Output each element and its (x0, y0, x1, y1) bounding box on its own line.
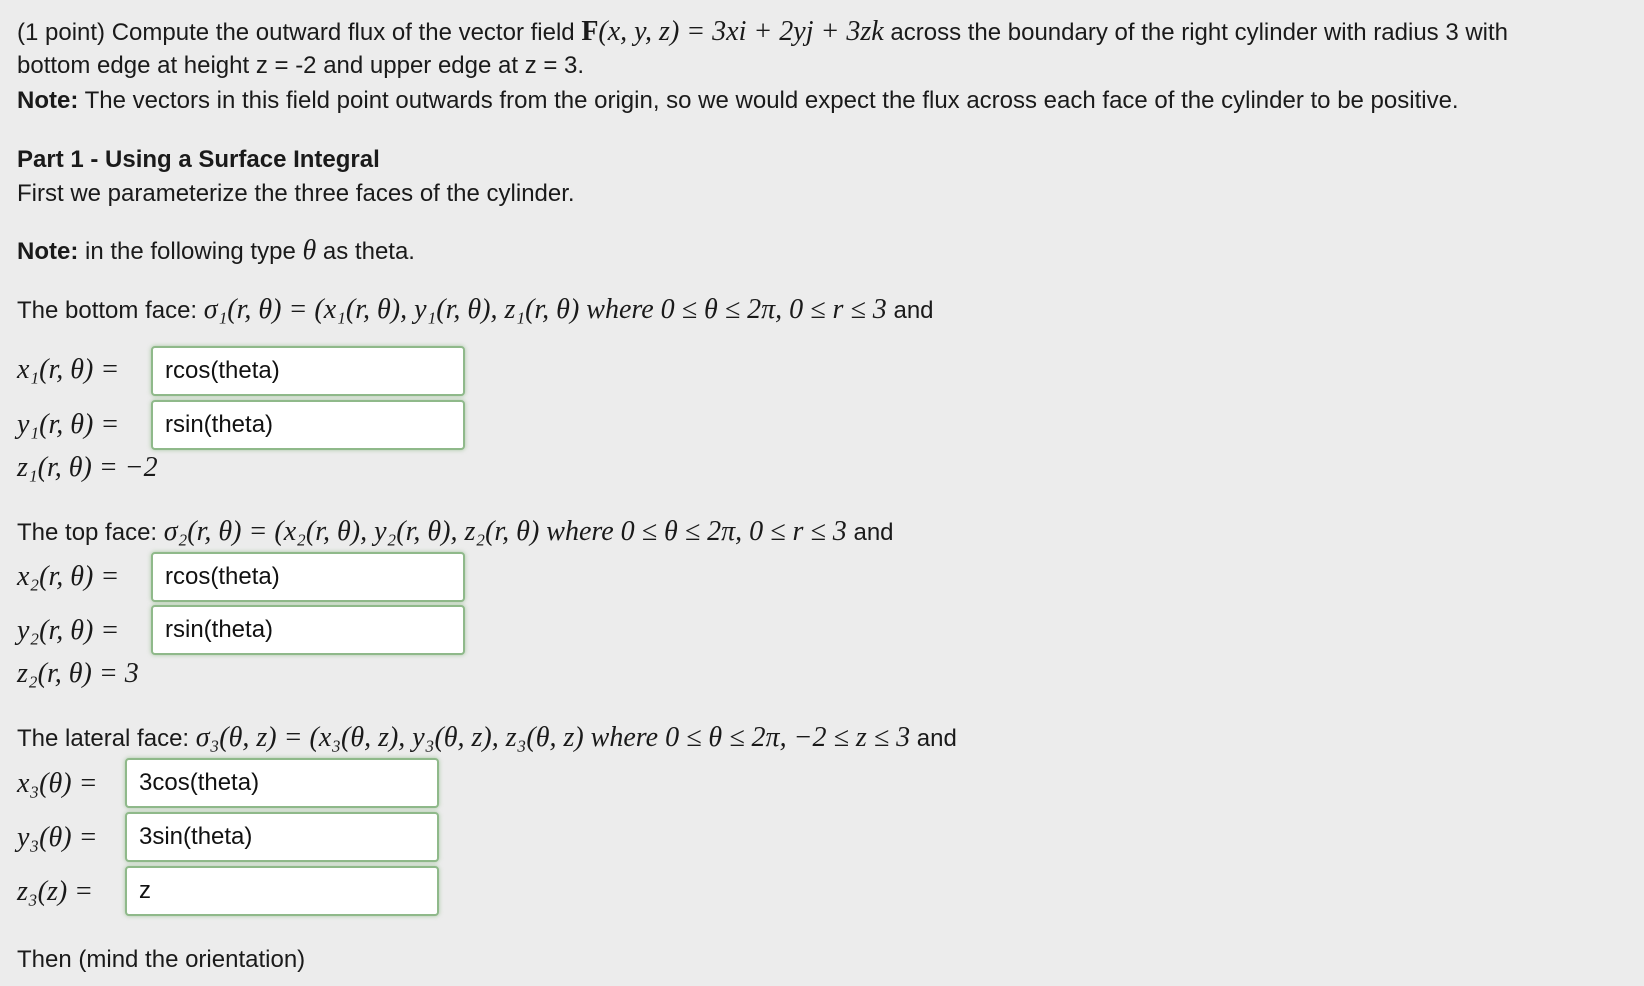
note-text: The vectors in this field point outwards from the origin, so we would expect the flux across each face of the cylinder to be positive. (84, 87, 1459, 114)
points-label: (1 point) (17, 19, 106, 46)
top-face-label: The top face: (17, 519, 158, 546)
top-x-input[interactable] (151, 552, 465, 602)
problem-intro: Compute the outward flux of the vector field (111, 19, 575, 46)
part1-subheading: First we parameterize the three faces of the cylinder. (17, 180, 575, 207)
top-x-label: x₂(r, θ) = (17, 561, 120, 592)
part1-note (17, 235, 415, 268)
bottom-face-and: and (893, 297, 934, 324)
top-z-line: z₂(r, θ) = 3 (17, 658, 139, 689)
lateral-face-and: and (916, 725, 957, 752)
theta-symbol: θ (302, 235, 317, 266)
bottom-face-formula: σ₁(r, θ) = (x₁(r, θ), y₁(r, θ), z₁(r, θ) where 0 ≤ θ ≤ 2π, 0 ≤ r ≤ 3 (203, 294, 887, 325)
lateral-face-formula: σ₃(θ, z) = (x₃(θ, z), y₃(θ, z), z₃(θ, z) where 0 ≤ θ ≤ 2π, −2 ≤ z ≤ 3 (195, 722, 911, 753)
lateral-y-label: y₃(θ) = (17, 822, 98, 853)
problem-note (17, 85, 1459, 117)
top-face-and: and (853, 519, 894, 546)
lateral-y-input[interactable] (125, 812, 439, 862)
field-symbol: F (581, 16, 599, 47)
lateral-x-label: x₃(θ) = (17, 768, 98, 799)
top-y-input[interactable] (151, 605, 465, 655)
lateral-z-input[interactable] (125, 866, 439, 916)
bottom-x-input[interactable] (151, 346, 465, 396)
part1-note-text-pre: in the following type (85, 238, 296, 265)
lateral-face-label: The lateral face: (17, 725, 190, 752)
bottom-y-label: y₁(r, θ) = (17, 409, 120, 440)
bottom-face-label: The bottom face: (17, 297, 198, 324)
problem-line-1 (17, 16, 1508, 49)
bottom-y-input[interactable] (151, 400, 465, 450)
field-definition: (x, y, z) = 3xi + 2yj + 3zk (598, 16, 884, 47)
part1-heading: Part 1 - Using a Surface Integral (17, 146, 380, 173)
top-face-formula: σ₂(r, θ) = (x₂(r, θ), y₂(r, θ), z₂(r, θ) where 0 ≤ θ ≤ 2π, 0 ≤ r ≤ 3 (163, 516, 847, 547)
lateral-face-line (17, 722, 957, 755)
lateral-x-input[interactable] (125, 758, 439, 808)
problem-intro-tail: across the boundary of the right cylinder with radius 3 with (890, 19, 1509, 46)
then-text: Then (mind the orientation) (17, 946, 306, 973)
bottom-z-line: z₁(r, θ) = −2 (17, 452, 158, 483)
top-y-label: y₂(r, θ) = (17, 615, 120, 646)
note-label: Note: (17, 87, 79, 114)
part1-note-label: Note: (17, 238, 79, 265)
problem-line-2: bottom edge at height z = -2 and upper edge at z = 3. (17, 52, 585, 79)
bottom-x-label: x₁(r, θ) = (17, 354, 120, 385)
lateral-z-label: z₃(z) = (17, 876, 94, 907)
bottom-face-line (17, 294, 934, 327)
part1-note-text-post: as theta. (322, 238, 415, 265)
top-face-line (17, 516, 894, 549)
